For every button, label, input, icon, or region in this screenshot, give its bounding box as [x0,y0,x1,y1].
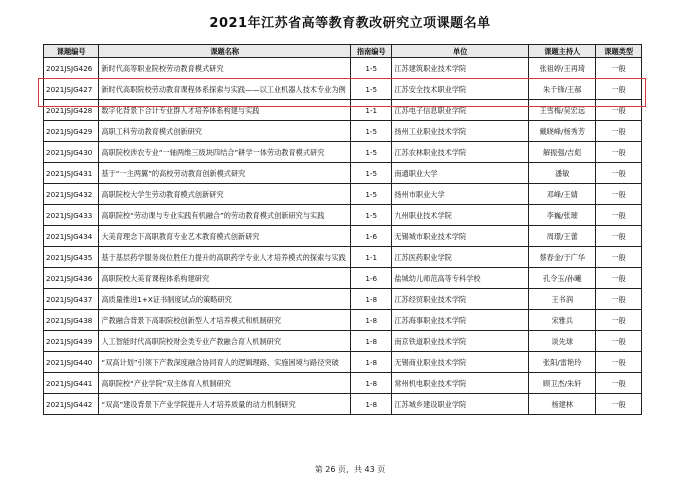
project-type: 一般 [596,58,642,79]
guide-number: 1-8 [351,394,392,415]
project-code: 2021JSJG432 [44,184,99,205]
project-type: 一般 [596,79,642,100]
institution: 江苏安全技术职业学院 [392,79,529,100]
institution: 江苏经贸职业技术学院 [392,289,529,310]
table-row [44,184,642,205]
project-host: 朱千锋/王郝 [529,79,596,100]
institution: 扬州工业职业技术学院 [392,121,529,142]
guide-number: 1-5 [351,184,392,205]
header-unit: 单位 [392,45,529,58]
project-name: 大美育理念下高职教育专业艺术教育模式创新研究 [99,226,351,247]
table-row [44,373,642,394]
header-name: 课题名称 [99,45,351,58]
header-type: 课题类型 [596,45,642,58]
institution: 盐城幼儿师范高等专科学校 [392,268,529,289]
project-host: 杨建林 [529,394,596,415]
table-row [44,289,642,310]
institution: 南京铁道职业技术学院 [392,331,529,352]
project-type: 一般 [596,331,642,352]
page-footer: 第 26 页，共 43 页 [314,465,386,474]
project-type: 一般 [596,142,642,163]
guide-number: 1-1 [351,247,392,268]
table-row [44,205,642,226]
header-code: 课题编号 [44,45,99,58]
project-type: 一般 [596,247,642,268]
project-code: 2021JSJG427 [44,79,99,100]
project-host: 李巍/张璀 [529,205,596,226]
project-name: 基于基层药学服务岗位胜任力提升的高职药学专业人才培养模式的探索与实践 [99,247,351,268]
project-name: 新时代高职院校劳动教育课程体系探索与实践——以工业机器人技术专业为例 [99,79,351,100]
project-name: 数字化背景下合计专业群人才培养体系构建与实践 [99,100,351,121]
institution: 扬州市职业大学 [392,184,529,205]
project-name: “双高计划”引领下产教深度融合协同育人的逻辑理路、实施困境与路径突破 [99,352,351,373]
project-table [43,44,642,415]
project-host: 戴晓峰/杨秀芳 [529,121,596,142]
page-title: 2021年江苏省高等教育教改研究立项课题名单 [209,16,491,31]
header-guide: 指南编号 [351,45,392,58]
project-type: 一般 [596,121,642,142]
table-row [44,226,642,247]
project-code: 2021JSJG436 [44,268,99,289]
project-host: 潘敏 [529,163,596,184]
project-host: 顾卫杰/朱轩 [529,373,596,394]
project-code: 2021JSJG440 [44,352,99,373]
project-type: 一般 [596,100,642,121]
project-name: 高职院校“产业学院”双主体育人机制研究 [99,373,351,394]
guide-number: 1-6 [351,268,392,289]
institution: 江苏海事职业技术学院 [392,310,529,331]
project-host: 张阳/雷艳玲 [529,352,596,373]
project-code: 2021JSJG433 [44,205,99,226]
project-name: 高职院校大学生劳动教育模式创新研究 [99,184,351,205]
institution: 江苏城乡建设职业学院 [392,394,529,415]
table-row [44,331,642,352]
project-type: 一般 [596,352,642,373]
project-code: 2021JSJG426 [44,58,99,79]
project-host: 谈先球 [529,331,596,352]
institution: 无锡商业职业技术学院 [392,352,529,373]
institution: 无锡城市职业技术学院 [392,226,529,247]
table-row [44,247,642,268]
project-host: 蔡春金/于广华 [529,247,596,268]
guide-number: 1-5 [351,58,392,79]
table-row [44,100,642,121]
project-type: 一般 [596,373,642,394]
project-host: 周璟/王蕾 [529,226,596,247]
project-name: “双高”建设背景下产业学院提升人才培养质量的动力机制研究 [99,394,351,415]
guide-number: 1-8 [351,331,392,352]
project-name: 高质量推进1+X证书制度试点的策略研究 [99,289,351,310]
table-row [44,58,642,79]
project-code: 2021JSJG430 [44,142,99,163]
guide-number: 1-5 [351,142,392,163]
guide-number: 1-5 [351,121,392,142]
guide-number: 1-8 [351,310,392,331]
project-host: 邓峰/王婧 [529,184,596,205]
project-name: 高职院校涉农专业“一轴两维三级块四结合”耕学一体劳动教育模式研究 [99,142,351,163]
guide-number: 1-6 [351,226,392,247]
project-name: 高职院校“劳动课与专业实践有机融合”的劳动教育模式创新研究与实践 [99,205,351,226]
project-type: 一般 [596,205,642,226]
guide-number: 1-5 [351,79,392,100]
project-type: 一般 [596,310,642,331]
project-code: 2021JSJG438 [44,310,99,331]
institution: 南通职业大学 [392,163,529,184]
table-row [44,394,642,415]
project-type: 一般 [596,289,642,310]
guide-number: 1-8 [351,289,392,310]
project-name: 高职院校大美育课程体系构建研究 [99,268,351,289]
project-code: 2021JSJG437 [44,289,99,310]
project-type: 一般 [596,163,642,184]
project-code: 2021JSJG431 [44,163,99,184]
institution: 常州机电职业技术学院 [392,373,529,394]
guide-number: 1-5 [351,163,392,184]
project-code: 2021JSJG442 [44,394,99,415]
project-name: 高职工科劳动教育模式创新研究 [99,121,351,142]
table-row [44,79,642,100]
project-name: 人工智能时代高职院校财会类专业产教融合育人机制研究 [99,331,351,352]
table-row [44,352,642,373]
project-type: 一般 [596,394,642,415]
guide-number: 1-5 [351,205,392,226]
header-host: 课题主持人 [529,45,596,58]
project-host: 孔令玉/孙曦 [529,268,596,289]
institution: 江苏电子信息职业学院 [392,100,529,121]
institution: 江苏农林职业技术学院 [392,142,529,163]
project-host: 张祖婷/王再琦 [529,58,596,79]
project-code: 2021JSJG434 [44,226,99,247]
guide-number: 1-8 [351,373,392,394]
table-row [44,310,642,331]
project-code: 2021JSJG439 [44,331,99,352]
project-name: 基于“一主两翼”的高校劳动教育创新模式研究 [99,163,351,184]
table-row [44,121,642,142]
table-row [44,163,642,184]
project-name: 新时代高等职业院校劳动教育模式研究 [99,58,351,79]
project-code: 2021JSJG429 [44,121,99,142]
table-header-row [44,45,642,58]
project-code: 2021JSJG435 [44,247,99,268]
guide-number: 1-8 [351,352,392,373]
project-host: 王书润 [529,289,596,310]
project-type: 一般 [596,184,642,205]
institution: 江苏医药职业学院 [392,247,529,268]
table-row [44,268,642,289]
project-type: 一般 [596,268,642,289]
project-code: 2021JSJG441 [44,373,99,394]
institution: 江苏建筑职业技术学院 [392,58,529,79]
institution: 九州职业技术学院 [392,205,529,226]
project-type: 一般 [596,226,642,247]
project-host: 王雪梅/吴宏远 [529,100,596,121]
project-name: 产教融合背景下高职院校创新型人才培养模式和机制研究 [99,310,351,331]
project-host: 宋雅兵 [529,310,596,331]
project-host: 解振强/吉彪 [529,142,596,163]
guide-number: 1-1 [351,100,392,121]
project-code: 2021JSJG428 [44,100,99,121]
table-row [44,142,642,163]
